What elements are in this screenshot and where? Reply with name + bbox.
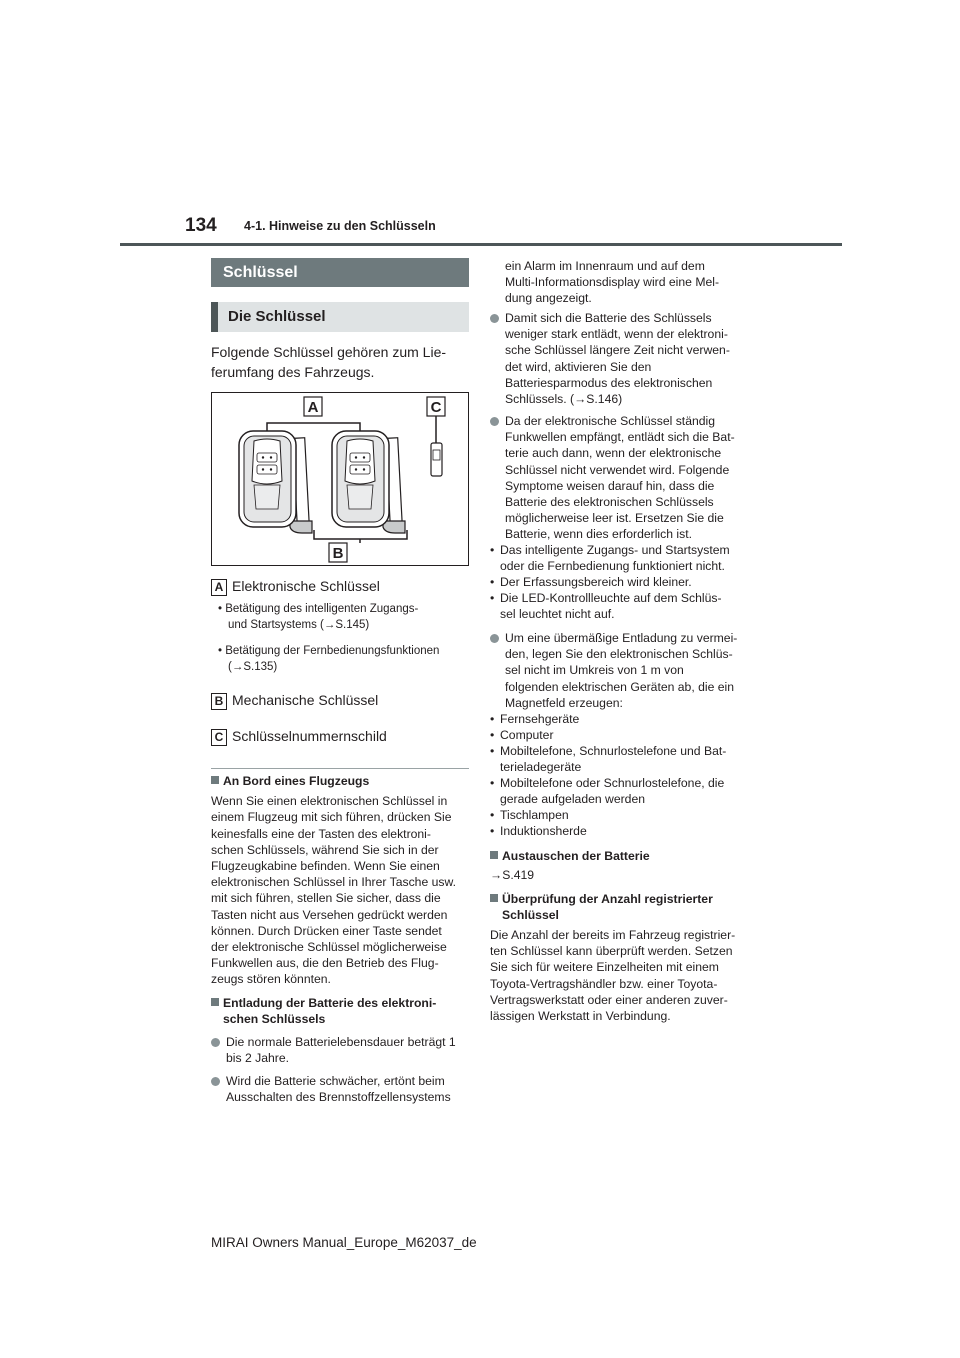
bullet-batteriesparmodus: Damit sich die Batterie des Schlüssels weniger stark entlädt, wenn der elektroni- sche Schlüssel längere Zeit nicht verwen- det wird, aktivieren Sie den Batteriesparmodus des elektronischen Schlüssels. (→S.146) [490, 310, 748, 407]
device-item-1: • Fernsehgeräte [490, 712, 580, 726]
flugzeug-text: Wenn Sie einen elektronischen Schlüssel in einem Flugzeug mit sich führen, drücken Sie keinesfalls eine der Tasten des elektroni- schen Schlüssels, während Sie sich in der Flugzeugkabine befinden. Wenn Sie einen elektronischen Schlüssel in Ihrer Tasche usw. mit sich führen, stellen Sie sicher, dass die Tasten nicht aus Versehen gedrückt werden können. Durch Drücken einer Taste sendet der elektronische Schlüssel möglicherweise Funkwellen aus, die den Betrieb des Flug- zeugs stören könnten. [211, 794, 457, 987]
key-figure [211, 392, 469, 566]
legend-a [211, 577, 469, 595]
symptom-item-1: • Das intelligente Zugangs- und Startsystem oder die Fernbedienung funktioniert nicht. [490, 543, 730, 574]
intro-text [211, 342, 469, 382]
key-number-plate [431, 443, 442, 476]
fig-label-b: B [332, 545, 344, 562]
ueberpruefung-text: Die Anzahl der bereits im Fahrzeug registrier- ten Schlüssel kann überprüft werden. Setzen Sie sich für weitere Einzelheiten mit einem Toyota-Vertragshändler bzw. einer Toyota- Vertragswerkstatt oder einer anderen zuver- lässigen Werkstatt in Verbindung. [490, 928, 736, 1024]
section-title: 4-1. Hinweise zu den Schlüsseln [244, 219, 436, 233]
electronic-key-2 [332, 431, 405, 533]
legend-a-item-1: • Betätigung des intelligenten Zugangs- und Startsystems (→S.145) [218, 603, 419, 631]
header-rule [120, 243, 842, 246]
heading-schluessel: Schlüssel [211, 258, 469, 287]
intro-line-2: ferumfang des Fahrzeugs. [211, 364, 375, 380]
symptom-item-2: • Der Erfassungsbereich wird kleiner. [490, 575, 692, 589]
flugzeug-section [211, 773, 469, 988]
legend-b-label: Mechanische Schlüssel [232, 692, 379, 708]
page-number: 134 [185, 215, 217, 236]
entladung-heading: Entladung der Batterie des elektroni- schen Schlüssels [211, 995, 469, 1027]
fig-label-a: A [307, 399, 319, 416]
device-item-6: • Induktionsherde [490, 824, 587, 838]
heading-die-schluessel: Die Schlüssel [211, 302, 469, 332]
device-item-2: • Computer [490, 728, 554, 742]
legend-a-box: A [211, 579, 227, 596]
bullet-funkwellen: Da der elektronische Schlüssel ständig Funkwellen empfängt, entlädt sich die Bat- terie auch dann, wenn der elektronische Schlüssel nicht verwendet wird. Folgende Symptome weisen darauf hin, dass die Batterie des elektronischen Schlüssels möglicherweise leer ist. Ersetzen Sie die Batterie, wenn dies erforderlich ist. [490, 413, 748, 543]
austauschen-heading: Austauschen der Batterie [490, 848, 748, 864]
entladung-bullet-2: Wird die Batterie schwächer, ertönt beim Ausschalten des Brennstoffzellensystems [211, 1073, 469, 1105]
electronic-key-1 [239, 431, 312, 533]
austauschen-ref[interactable]: →S.419 [490, 868, 535, 882]
device-item-3: • Mobiltelefone, Schnurlostelefone und Bat- terieladegeräte [490, 744, 727, 775]
device-item-5: • Tischlampen [490, 808, 569, 822]
legend-a-label: Elektronische Schlüssel [232, 578, 380, 594]
separator-line [211, 768, 469, 769]
bullet-entladung-vermeiden: Um eine übermäßige Entladung zu vermei- den, legen Sie den elektronischen Schlüs- sel nicht im Umkreis von 1 m von folgenden elektrischen Geräten ab, die ein Magnetfeld erzeugen: [490, 630, 748, 711]
legend-c-label: Schlüsselnummernschild [232, 728, 387, 744]
legend-b [211, 691, 469, 709]
intro-line-1: Folgende Schlüssel gehören zum Lie- [211, 344, 447, 360]
device-item-4: • Mobiltelefone oder Schnurlostelefone, die gerade aufgeladen werden [490, 776, 725, 807]
legend-a-item-2: • Betätigung der Fernbedienungsfunktionen (→S.135) [218, 645, 440, 673]
symptom-item-3: • Die LED-Kontrollleuchte auf dem Schlüs- sel leuchtet nicht auf. [490, 591, 722, 622]
label-a-connector [267, 423, 360, 431]
legend-c [211, 727, 469, 745]
ueberpruefung-heading: Überprüfung der Anzahl registrierter Schlüssel [490, 891, 748, 923]
footer-manual-name: MIRAI Owners Manual_Europe_M62037_de [211, 1235, 477, 1250]
legend-b-box: B [211, 693, 227, 710]
legend-c-box: C [211, 729, 227, 746]
continued-text: ein Alarm im Innenraum und auf dem Multi-Informationsdisplay wird eine Mel- dung angezeigt. [505, 259, 720, 306]
fig-label-c: C [430, 399, 442, 416]
entladung-bullet-1: Die normale Batterielebensdauer beträgt 1 bis 2 Jahre. [211, 1034, 469, 1066]
flugzeug-heading: An Bord eines Flugzeugs [211, 773, 469, 789]
key-illustration [212, 393, 468, 565]
